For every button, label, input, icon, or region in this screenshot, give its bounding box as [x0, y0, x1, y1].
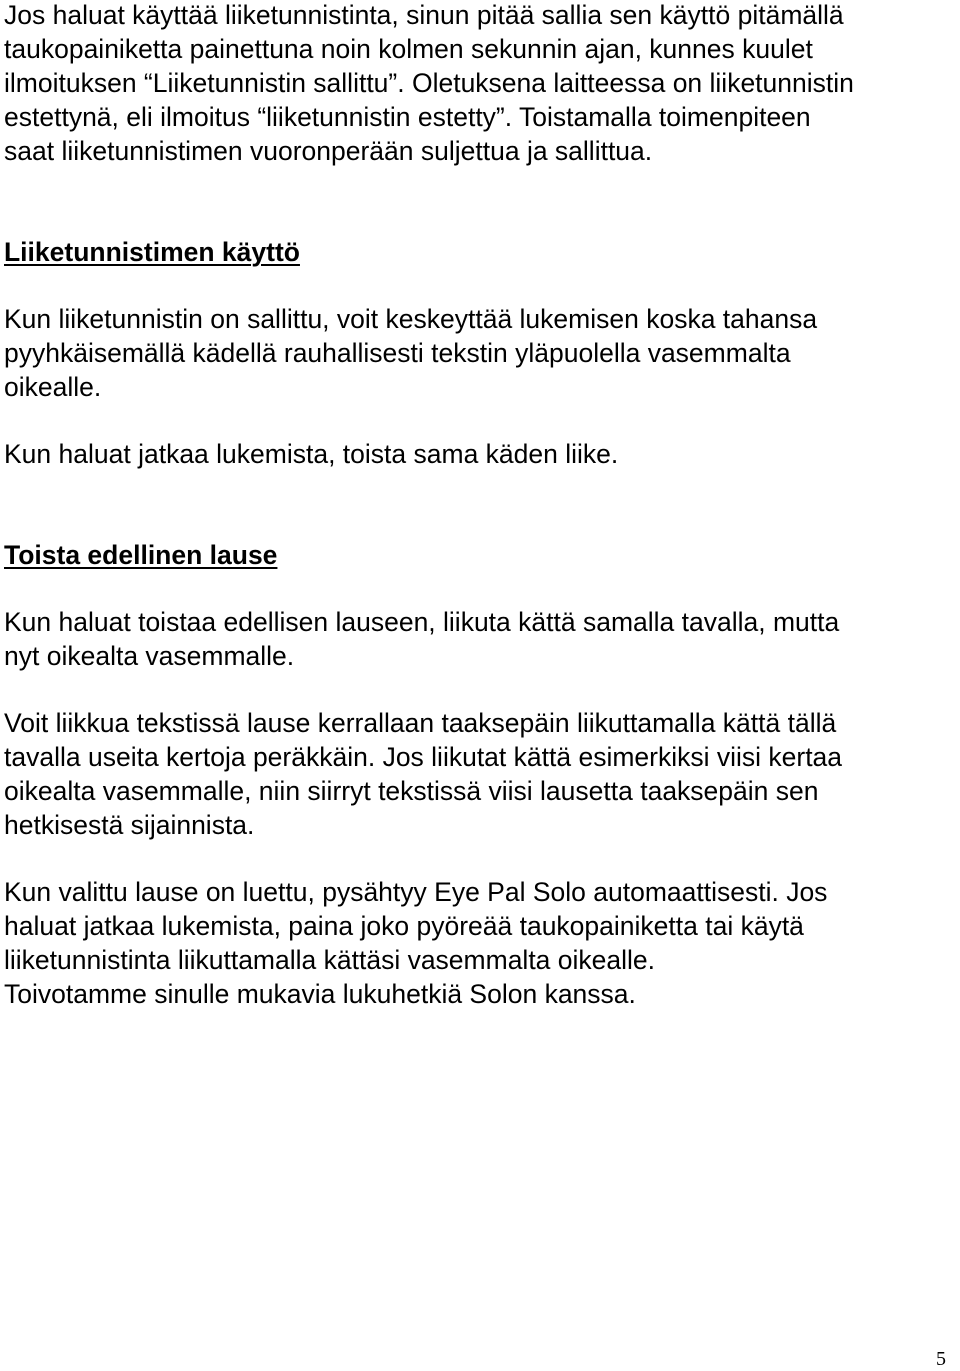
text-line: Jos haluat käyttää liiketunnistinta, sinun pitää sallia sen käyttö pitämällä	[4, 0, 844, 30]
section-heading-motion-sensor-use: Liiketunnistimen käyttö	[4, 237, 300, 267]
text-line: saat liiketunnistimen vuoronperään suljettua ja sallittua.	[4, 136, 653, 166]
text-line: pyyhkäisemällä kädellä rauhallisesti tekstin yläpuolella vasemmalta	[4, 338, 791, 368]
text-line: estettynä, eli ilmoitus “liiketunnistin estetty”. Toistamalla toimenpiteen	[4, 102, 811, 132]
closing-paragraph	[4, 875, 827, 1011]
page-number: 5	[936, 1348, 946, 1370]
text-line: oikealta vasemmalle, niin siirryt tekstissä viisi lausetta taaksepäin sen	[4, 776, 819, 806]
text-line: hetkisestä sijainnista.	[4, 810, 255, 840]
text-line: Voit liikkua tekstissä lause kerrallaan taaksepäin liikuttamalla kättä tällä	[4, 708, 837, 738]
text-line: liiketunnistinta liikuttamalla kättäsi vasemmalta oikealle.	[4, 945, 656, 975]
motion-sensor-pause-paragraph	[4, 302, 817, 404]
repeat-sentence-paragraph	[4, 605, 839, 673]
text-line: tavalla useita kertoja peräkkäin. Jos liikutat kättä esimerkiksi viisi kertaa	[4, 742, 843, 772]
text-line: ilmoituksen “Liiketunnistin sallittu”. Oletuksena laitteessa on liiketunnistin	[4, 68, 854, 98]
intro-paragraph	[4, 0, 854, 168]
text-line: Kun valittu lause on luettu, pysähtyy Eye Pal Solo automaattisesti. Jos	[4, 877, 828, 907]
text-line: Kun liiketunnistin on sallittu, voit keskeyttää lukemisen koska tahansa	[4, 304, 818, 334]
text-line: haluat jatkaa lukemista, paina joko pyöreää taukopainiketta tai käytä	[4, 911, 804, 941]
section-heading-repeat-sentence: Toista edellinen lause	[4, 540, 278, 570]
text-line: oikealle.	[4, 372, 102, 402]
motion-sensor-continue-paragraph: Kun haluat jatkaa lukemista, toista sama käden liike.	[4, 439, 619, 469]
text-line: nyt oikealta vasemmalle.	[4, 641, 295, 671]
move-backwards-paragraph	[4, 706, 842, 842]
text-line: taukopainiketta painettuna noin kolmen sekunnin ajan, kunnes kuulet	[4, 34, 813, 64]
text-line: Kun haluat toistaa edellisen lauseen, liikuta kättä samalla tavalla, mutta	[4, 607, 840, 637]
text-line: Toivotamme sinulle mukavia lukuhetkiä Solon kanssa.	[4, 979, 636, 1009]
